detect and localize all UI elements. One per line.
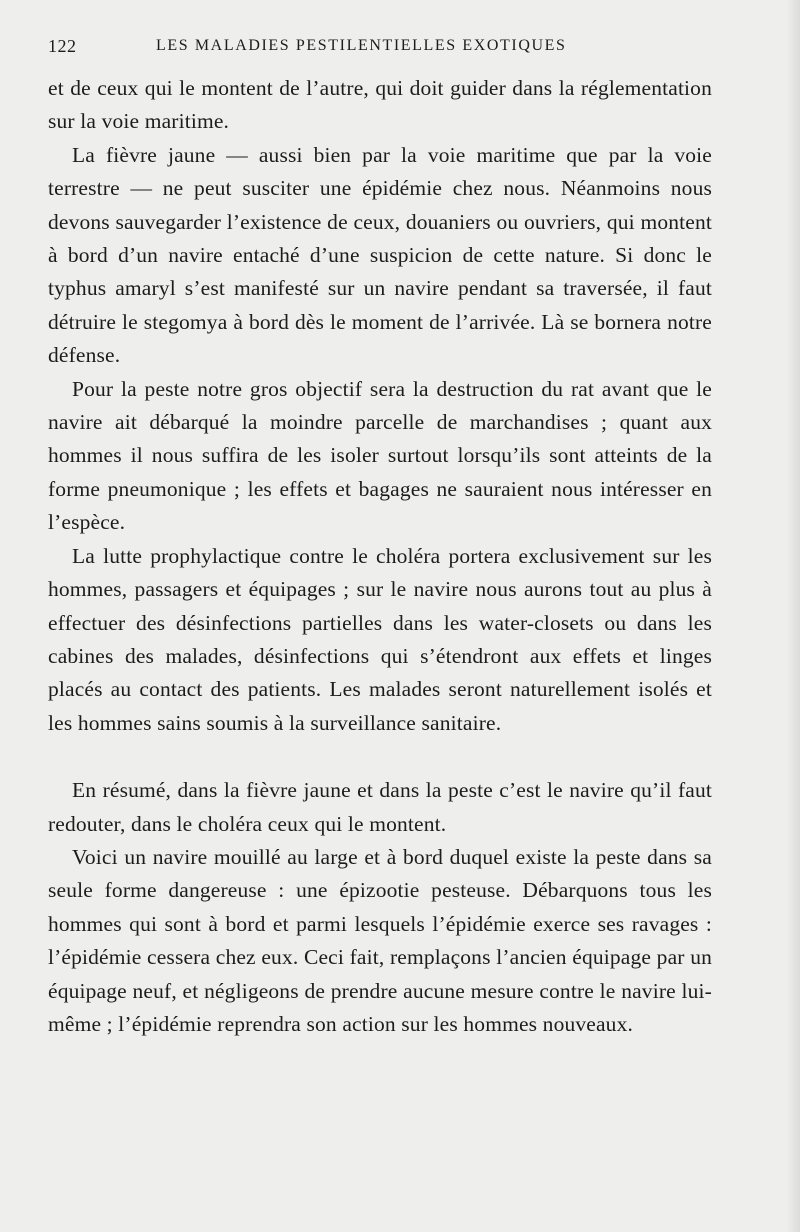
paragraph-continuation: et de ceux qui le montent de l’autre, qui doit guider dans la réglementation sur la voie maritime.	[48, 76, 712, 134]
body-text	[48, 72, 712, 1041]
paragraph-summary: En résumé, dans la fièvre jaune et dans la peste c’est le navire qu’il faut redouter, dans le choléra ceux qui le montent.	[48, 778, 712, 836]
running-title: LES MALADIES PESTILENTIELLES EXOTIQUES	[156, 37, 567, 54]
paragraph-yellow-fever: La fièvre jaune — aussi bien par la voie maritime que par la voie terrestre — ne peut susciter une épidémie chez nous. Néanmoins nous devons sauvegarder l’existence de ceux, douaniers ou ouvriers, qui montent à bord d’un navire entaché d’une suspicion de cette nature. Si donc le typhus amaryl s’est manifesté sur un navire pendant sa traversée, il faut détruire le stegomya à bord dès le moment de l’arrivée. Là se bornera notre défense.	[48, 142, 712, 368]
paragraph-cholera: La lutte prophylactique contre le choléra portera exclusivement sur les hommes, passagers et équipages ; sur le navire nous aurons tout au plus à effectuer des désinfections partielles dans les water-closets ou dans les cabines des malades, désinfections qui s’étendront aux effets et linges placés au contact des patients. Les malades seront naturellement isolés et les hommes sains soumis à la surveillance sanitaire.	[48, 543, 712, 735]
page-edge-shadow	[786, 0, 800, 1232]
paragraph-plague: Pour la peste notre gros objectif sera la destruction du rat avant que le navire ait débarqué la moindre parcelle de marchandises ; quant aux hommes il nous suffira de les isoler surtout lorsqu’ils sont atteints de la forme pneumonique ; les effets et bagages ne sauraient nous intéresser en l’espèce.	[48, 376, 712, 535]
page-number: 122	[48, 36, 77, 56]
page-header	[48, 36, 712, 56]
section-break	[48, 740, 712, 774]
paragraph-ship-example: Voici un navire mouillé au large et à bord duquel existe la peste dans sa seule forme dangereuse : une épizootie pesteuse. Débarquons tous les hommes qui sont à bord et parmi lesquels l’épidémie exerce ses ravages : l’épidémie cessera chez eux. Ceci fait, remplaçons l’ancien équipage par un équipage neuf, et négligeons de prendre aucune mesure contre le navire lui-même ; l’épidémie reprendra son action sur les hommes nouveaux.	[48, 844, 712, 1036]
